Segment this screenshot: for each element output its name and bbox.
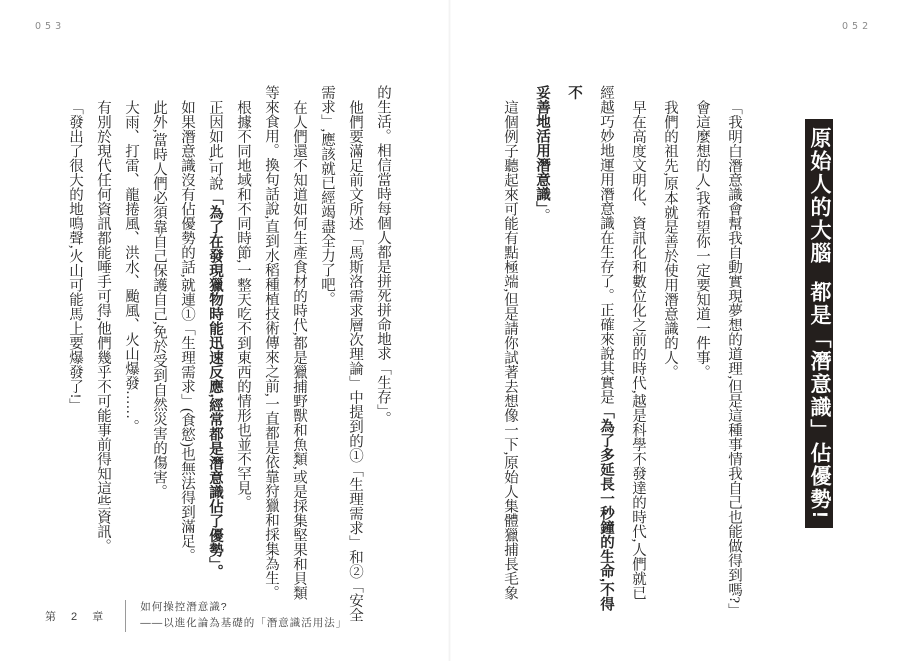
- body-text: 大雨、打雷、龍捲風、洪水、颱風、火山爆發……。: [123, 99, 139, 433]
- body-text: 如果潛意識沒有佔優勢的話,就連①「生理需求」(食慾)也無法得到滿足。: [179, 99, 195, 563]
- emphasis-text: 「為了多延長一秒鐘的生命,不得不: [566, 85, 614, 612]
- text-column: [313, 85, 341, 622]
- footer-title-line2: ——以進化論為基礎的「潛意識活用法」: [140, 616, 348, 629]
- body-text: 有別於現代任何資訊都能唾手可得,他們幾乎不可能事前得知這些資訊。: [95, 99, 111, 553]
- text-column: [201, 85, 229, 622]
- text-column: [526, 85, 558, 622]
- text-column: [229, 85, 257, 622]
- body-text: 會這麼想的人,我希望你一定要知道一件事。: [694, 99, 710, 379]
- text-column: [145, 85, 173, 622]
- body-text: 的生活。相信當時每個人都是拼死拼命地求「生存」。: [375, 85, 391, 426]
- footer-divider: [125, 600, 126, 632]
- page-fold: [448, 0, 451, 661]
- body-text: 在人們還不知道如何生產食材的時代,都是獵捕野獸和魚類,或是採集堅果和貝類: [291, 99, 307, 600]
- text-column: [257, 85, 285, 622]
- body-text: 這個例子聽起來可能有點極端,但是請你試著去想像一下,原始人集體獵捕長毛象: [502, 99, 518, 600]
- body-text: 我們的祖先,原本就是善於使用潛意識的人。: [662, 99, 678, 379]
- text-column: [622, 85, 654, 622]
- text-column: [341, 85, 369, 622]
- text-column: [494, 85, 526, 622]
- text-column: [117, 85, 145, 622]
- page-number-left: 053: [35, 21, 66, 32]
- body-text: 正因如此,可說: [207, 99, 223, 191]
- text-column: [285, 85, 313, 622]
- title-bar: 都是「潛意識」佔優勢!: [805, 273, 833, 528]
- text-column: [654, 85, 686, 622]
- page-number-right: 052: [842, 21, 873, 32]
- right-page-text: [494, 85, 750, 622]
- body-text: 「發出了很大的地鳴聲,火山可能馬上要爆發了!」: [67, 99, 83, 413]
- text-column: [558, 85, 622, 622]
- text-column: [686, 85, 718, 622]
- text-column: [61, 85, 89, 622]
- body-text: 經越巧妙地運用潛意識在生存了。正確來說其實是: [598, 85, 614, 404]
- chapter-heading: [805, 119, 847, 539]
- body-text: 他們要滿足前文所述「馬斯洛需求層次理論」中提到的①「生理需求」和②「安全: [347, 99, 363, 622]
- body-text: 「我明白潛意識會幫我自動實現夢想的道理,但是這種事情我自己也能做得到嗎?」: [726, 99, 742, 618]
- footer-title-line1: 如何操控潛意識?: [140, 601, 228, 613]
- title-bar: 原始人的大腦: [805, 119, 833, 273]
- body-text: 根據不同地域和不同時節,一整天吃不到東西的情形也並不罕見。: [235, 99, 251, 510]
- chapter-footer: [45, 598, 347, 632]
- text-column: [369, 85, 397, 622]
- chapter-number-label: 第 2 章: [45, 611, 110, 623]
- body-text: 早在高度文明化、資訊化和數位化之前的時代,越是科學不發達的時代,人們就已: [630, 99, 646, 600]
- text-column: [89, 85, 117, 622]
- text-column: [718, 85, 750, 622]
- body-text: 需求」,應該就已經竭盡全力了吧。: [319, 85, 335, 307]
- emphasis-text: 妥善地活用潛意識」: [534, 85, 550, 209]
- body-text: 等來食用。換句話說,直到水稻種植技術傳來之前,一直都是依靠狩獵和採集為生。: [263, 85, 279, 600]
- body-text: 。: [534, 208, 550, 223]
- text-column: [173, 85, 201, 622]
- emphasis-text: 「為了在發現獵物時能迅速反應,經常都是潛意識佔了優勢」。: [207, 190, 223, 579]
- body-text: 此外,當時人們必須靠自己保護自己,免於受到自然災害的傷害。: [151, 99, 167, 499]
- left-page-text: [61, 85, 397, 622]
- footer-chapter-title: [140, 598, 347, 631]
